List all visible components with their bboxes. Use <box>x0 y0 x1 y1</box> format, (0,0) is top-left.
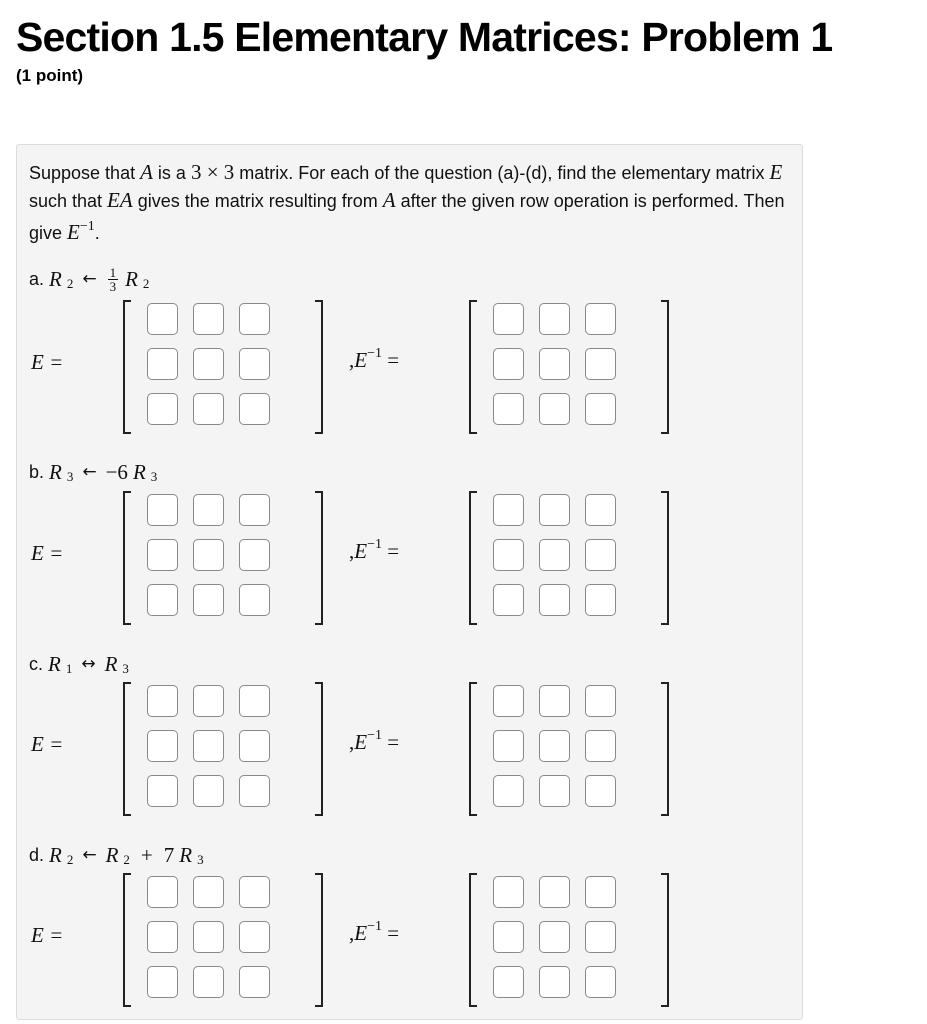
part-d-E-matrix <box>147 876 270 998</box>
E-inverse-entry-r1-c3[interactable] <box>585 303 616 335</box>
part-d-E-inverse-matrix <box>493 876 616 998</box>
E-inverse-entry-r3-c2[interactable] <box>539 775 570 807</box>
right-bracket <box>661 873 669 1007</box>
E-inverse-entry-r2-c3[interactable] <box>585 348 616 380</box>
right-bracket <box>315 873 323 1007</box>
E-entry-r1-c2[interactable] <box>193 876 224 908</box>
E-entry-r2-c3[interactable] <box>239 539 270 571</box>
E-inverse-entry-r1-c3[interactable] <box>585 876 616 908</box>
E-entry-r1-c1[interactable] <box>147 494 178 526</box>
problem-statement: Suppose that A is a 3 × 3 matrix. For each of the question (a)-(d), find the elementary matrix E such that EA gives the matrix resulting from A after the given row operation is performed. Then give $E^{-1}$. <box>29 160 785 244</box>
E-entry-r3-c1[interactable] <box>147 393 178 425</box>
E-inverse-entry-r2-c2[interactable] <box>539 539 570 571</box>
E-inverse-entry-r1-c1[interactable] <box>493 685 524 717</box>
part-c-label: c. R 1 ↔ R 3 <box>29 651 129 676</box>
right-bracket <box>661 300 669 434</box>
E-entry-r2-c3[interactable] <box>239 730 270 762</box>
E-equals-label: E = <box>31 350 64 374</box>
E-inverse-entry-r3-c1[interactable] <box>493 775 524 807</box>
E-inverse-entry-r3-c3[interactable] <box>585 393 616 425</box>
part-a-E-matrix <box>147 303 270 425</box>
E-entry-r3-c2[interactable] <box>193 393 224 425</box>
left-bracket <box>123 682 131 816</box>
E-equals-label: E = <box>31 541 64 565</box>
E-inverse-entry-r1-c3[interactable] <box>585 685 616 717</box>
E-inverse-label: $,E^{-1}$ = <box>349 728 400 754</box>
E-inverse-entry-r3-c3[interactable] <box>585 966 616 998</box>
right-bracket <box>661 491 669 625</box>
E-entry-r3-c1[interactable] <box>147 966 178 998</box>
part-b-E-inverse-matrix <box>493 494 616 616</box>
E-inverse-entry-r2-c1[interactable] <box>493 921 524 953</box>
left-bracket <box>469 300 477 434</box>
right-bracket <box>315 682 323 816</box>
E-entry-r1-c1[interactable] <box>147 685 178 717</box>
E-inverse-entry-r2-c1[interactable] <box>493 730 524 762</box>
E-inverse-entry-r3-c1[interactable] <box>493 966 524 998</box>
E-inverse-entry-r3-c2[interactable] <box>539 584 570 616</box>
E-entry-r3-c3[interactable] <box>239 775 270 807</box>
E-inverse-entry-r1-c1[interactable] <box>493 876 524 908</box>
E-inverse-label: $,E^{-1}$ = <box>349 537 400 563</box>
part-c-E-inverse-matrix <box>493 685 616 807</box>
E-inverse-entry-r1-c1[interactable] <box>493 303 524 335</box>
E-entry-r1-c1[interactable] <box>147 303 178 335</box>
E-inverse-entry-r3-c3[interactable] <box>585 775 616 807</box>
part-d-label: d. R 2 ← R 2 + 7 R 3 <box>29 842 204 867</box>
E-entry-r1-c2[interactable] <box>193 494 224 526</box>
E-entry-r1-c3[interactable] <box>239 876 270 908</box>
E-inverse-entry-r2-c3[interactable] <box>585 539 616 571</box>
E-entry-r3-c2[interactable] <box>193 966 224 998</box>
E-entry-r3-c3[interactable] <box>239 966 270 998</box>
page-title: Section 1.5 Elementary Matrices: Problem 1 <box>16 14 833 60</box>
E-entry-r2-c1[interactable] <box>147 539 178 571</box>
E-entry-r2-c1[interactable] <box>147 348 178 380</box>
E-entry-r2-c3[interactable] <box>239 921 270 953</box>
left-bracket <box>469 873 477 1007</box>
E-entry-r3-c1[interactable] <box>147 775 178 807</box>
E-inverse-entry-r2-c2[interactable] <box>539 921 570 953</box>
E-entry-r2-c2[interactable] <box>193 539 224 571</box>
E-inverse-label: $,E^{-1}$ = <box>349 346 400 372</box>
points-label: (1 point) <box>16 66 84 85</box>
right-bracket <box>661 682 669 816</box>
E-inverse-entry-r2-c2[interactable] <box>539 730 570 762</box>
left-bracket <box>123 300 131 434</box>
E-inverse-entry-r2-c3[interactable] <box>585 730 616 762</box>
E-inverse-entry-r1-c2[interactable] <box>539 876 570 908</box>
E-entry-r1-c2[interactable] <box>193 685 224 717</box>
E-entry-r3-c1[interactable] <box>147 584 178 616</box>
E-inverse-entry-r1-c3[interactable] <box>585 494 616 526</box>
E-entry-r2-c2[interactable] <box>193 730 224 762</box>
E-inverse-entry-r1-c2[interactable] <box>539 303 570 335</box>
E-inverse-entry-r3-c1[interactable] <box>493 584 524 616</box>
E-entry-r3-c3[interactable] <box>239 584 270 616</box>
E-entry-r2-c1[interactable] <box>147 730 178 762</box>
part-b-label: b. R 3 ← −6 R 3 <box>29 459 158 484</box>
E-equals-label: E = <box>31 732 64 756</box>
E-equals-label: E = <box>31 923 64 947</box>
E-inverse-entry-r1-c2[interactable] <box>539 685 570 717</box>
part-b-E-matrix <box>147 494 270 616</box>
left-bracket <box>123 491 131 625</box>
E-entry-r1-c1[interactable] <box>147 876 178 908</box>
E-entry-r1-c2[interactable] <box>193 303 224 335</box>
part-a-E-inverse-matrix <box>493 303 616 425</box>
E-inverse-entry-r2-c1[interactable] <box>493 539 524 571</box>
E-entry-r1-c3[interactable] <box>239 494 270 526</box>
E-entry-r3-c2[interactable] <box>193 584 224 616</box>
fraction: $\frac{1}{3}$ <box>109 264 117 294</box>
part-a-label: a. R 2 ← $\frac{1}{3}$ R 2 <box>29 264 150 294</box>
E-inverse-label: $,E^{-1}$ = <box>349 919 400 945</box>
E-inverse-entry-r2-c2[interactable] <box>539 348 570 380</box>
left-bracket <box>469 491 477 625</box>
E-entry-r2-c2[interactable] <box>193 348 224 380</box>
E-inverse-entry-r2-c1[interactable] <box>493 348 524 380</box>
E-inverse-entry-r3-c2[interactable] <box>539 393 570 425</box>
E-inverse-entry-r2-c3[interactable] <box>585 921 616 953</box>
E-entry-r3-c2[interactable] <box>193 775 224 807</box>
part-c-E-matrix <box>147 685 270 807</box>
E-inverse-entry-r1-c1[interactable] <box>493 494 524 526</box>
E-entry-r2-c3[interactable] <box>239 348 270 380</box>
E-entry-r1-c3[interactable] <box>239 685 270 717</box>
left-bracket <box>469 682 477 816</box>
E-inverse-entry-r1-c2[interactable] <box>539 494 570 526</box>
E-inverse-entry-r3-c3[interactable] <box>585 584 616 616</box>
E-entry-r3-c3[interactable] <box>239 393 270 425</box>
left-bracket <box>123 873 131 1007</box>
E-entry-r2-c1[interactable] <box>147 921 178 953</box>
right-bracket <box>315 300 323 434</box>
E-inverse-entry-r3-c1[interactable] <box>493 393 524 425</box>
E-inverse-entry-r3-c2[interactable] <box>539 966 570 998</box>
right-bracket <box>315 491 323 625</box>
problem-panel <box>16 144 803 1020</box>
E-entry-r2-c2[interactable] <box>193 921 224 953</box>
E-entry-r1-c3[interactable] <box>239 303 270 335</box>
